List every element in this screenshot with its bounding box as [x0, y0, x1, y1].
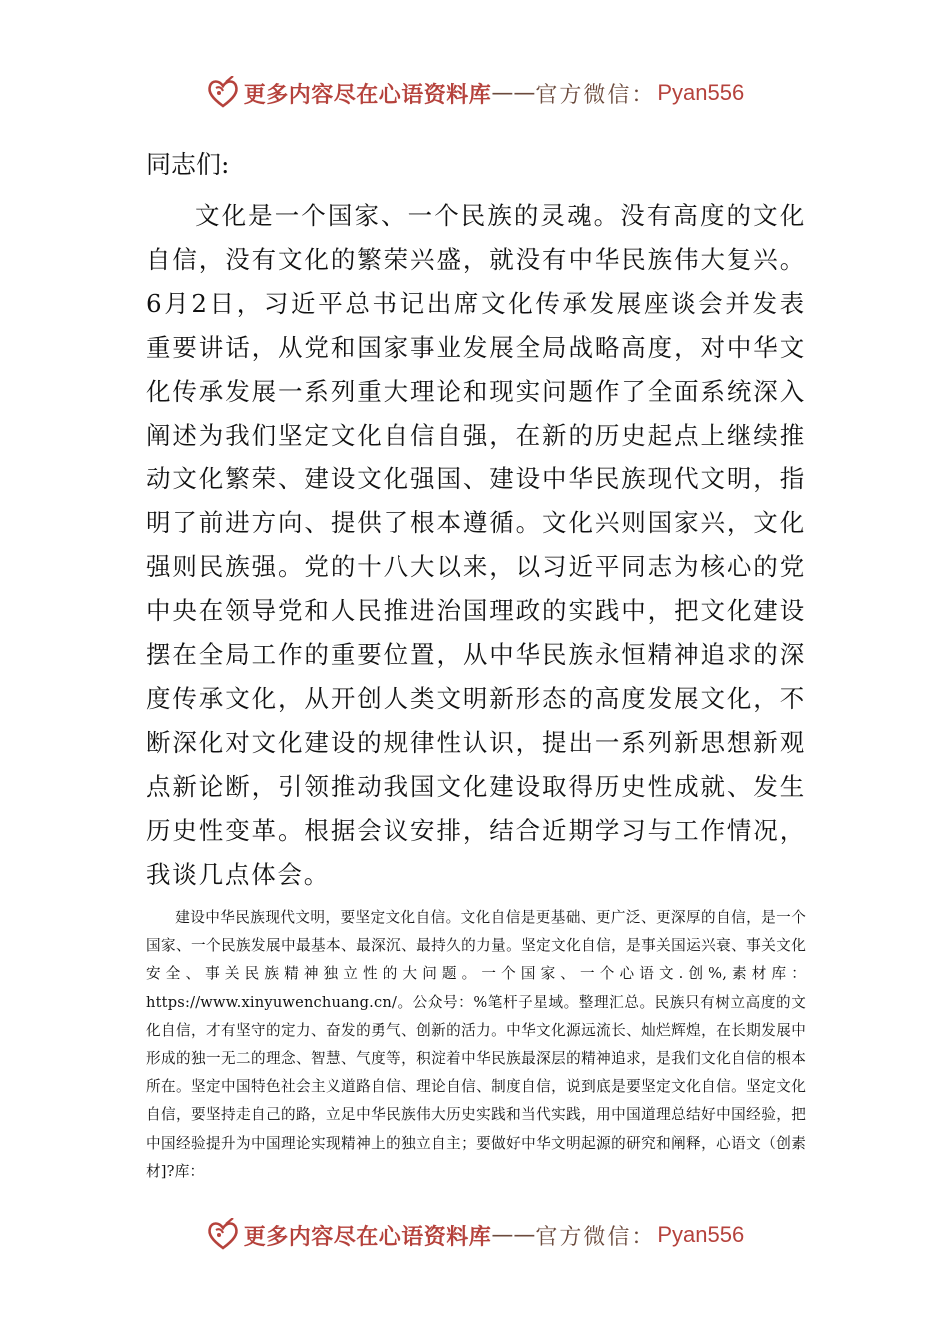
header-banner: [0, 73, 950, 113]
main-paragraph: 文化是一个国家、一个民族的灵魂。没有高度的文化自信，没有文化的繁荣兴盛，就没有中华民族伟大复兴。6月2日，习近平总书记出席文化传承发展座谈会并发表重要讲话，从党和国家事业发展全局战略高度，对中华文化传承发展一系列重大理论和现实问题作了全面系统深入阐述为我们坚定文化自信自强，在新的历史起点上继续推动文化繁荣、建设文化强国、建设中华民族现代文明，指明了前进方向、提供了根本遵循。文化兴则国家兴，文化强则民族强。党的十八大以来，以习近平同志为核心的党中央在领导党和人民推进治国理政的实践中，把文化建设摆在全局工作的重要位置，从中华民族永恒精神追求的深度传承文化，从开创人类文明新形态的高度发展文化，不断深化对文化建设的规律性认识，提出一系列新思想新观点新论断，引领推动我国文化建设取得历史性成就、发生历史性变革。根据会议安排，结合近期学习与工作情况，我谈几点体会。: [146, 201, 806, 889]
header-brand-text: 更多内容尽在心语资料库: [243, 81, 492, 108]
heart-pen-logo-icon: [206, 1218, 240, 1252]
footer-dash: ——: [491, 1222, 536, 1248]
header-dash: ——: [491, 80, 536, 106]
footer-wechat-id: Pyan556: [657, 1222, 745, 1247]
salutation: 同志们:: [146, 150, 230, 179]
header-banner-inner: [206, 76, 744, 110]
header-wechat-label: 官方微信：: [535, 82, 656, 108]
secondary-paragraph: 建设中华民族现代文明，要坚定文化自信。文化自信是更基础、更广泛、更深厚的自信，是一个国家、一个民族发展中最基本、最深沉、最持久的力量。坚定文化自信，是事关国运兴衰、事关文化安全、事关民族精神独立性的大问题。一个国家、一个心语文.创%,素材库：https://www.xinyuwenchuang.cn/。公众号：%笔杆子星域。整理汇总。民族只有树立高度的文化自信，才有坚守的定力、奋发的勇气、创新的活力。中华文化源远流长、灿烂辉煌，在长期发展中形成的独一无二的理念、智慧、气度等，积淀着中华民族最深层的精神追求，是我们文化自信的根本所在。坚定中国特色社会主义道路自信、理论自信、制度自信，说到底是要坚定文化自信。坚定文化自信，要坚持走自己的路，立足中华民族伟大历史实践和当代实践，用中国道理总结好中国经验，把中国经验提升为中国理论实现精神上的独立自主；要做好中华文明起源的研究和阐释，心语文（创素材]?库：: [146, 909, 806, 1180]
footer-banner-inner: [206, 1218, 744, 1252]
footer-wechat-label: 官方微信：: [535, 1224, 656, 1250]
heart-pen-logo-icon: [206, 76, 240, 110]
header-wechat-id: Pyan556: [657, 80, 745, 105]
footer-brand-text: 更多内容尽在心语资料库: [243, 1223, 492, 1250]
footer-banner: [0, 1215, 950, 1255]
